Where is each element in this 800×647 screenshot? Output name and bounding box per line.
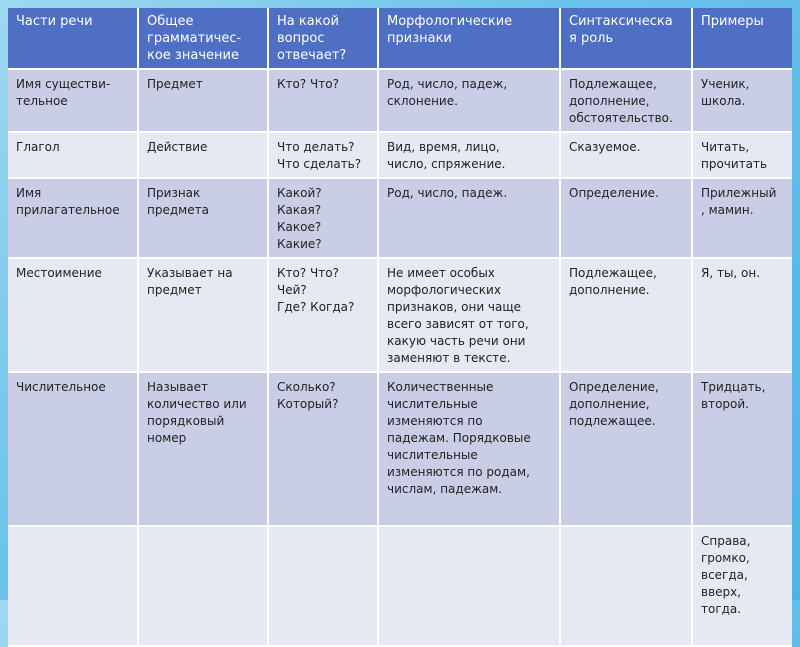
table-cell — [268, 526, 378, 646]
table-cell: Количественные числительные изменяются по падежам. Порядковые числительные изменяются по родам, числам, падежам. — [378, 372, 560, 526]
table-cell: Подлежащее, дополнение, обстоятельство. — [560, 69, 692, 132]
table-cell: Подлежащее, дополнение. — [560, 258, 692, 372]
table-cell: Кто? Что? — [268, 69, 378, 132]
parts-of-speech-table — [8, 8, 792, 647]
table-cell: Предмет — [138, 69, 268, 132]
table-cell: Числительное — [8, 372, 138, 526]
table-frame — [8, 8, 792, 616]
table-row — [8, 258, 792, 372]
table-cell: Род, число, падеж. — [378, 178, 560, 258]
table-cell — [378, 526, 560, 646]
header-question: На какой вопрос отвечает? — [268, 8, 378, 69]
table-cell: Сказуемое. — [560, 132, 692, 178]
table-cell: Тридцать, второй. — [692, 372, 792, 526]
table-cell: Действие — [138, 132, 268, 178]
table-cell: Я, ты, он. — [692, 258, 792, 372]
header-examples: Примеры — [692, 8, 792, 69]
table-cell — [138, 526, 268, 646]
table-cell: Что делать? Что сделать? — [268, 132, 378, 178]
table-cell: Какой? Какая? Какое? Какие? — [268, 178, 378, 258]
table-row — [8, 69, 792, 132]
table-cell: Вид, время, лицо, число, спряжение. — [378, 132, 560, 178]
table-cell: Прилежный , мамин. — [692, 178, 792, 258]
header-grammatical-meaning: Общее грамматичес- кое значение — [138, 8, 268, 69]
header-part-of-speech: Части речи — [8, 8, 138, 69]
header-morphological-features: Морфологические признаки — [378, 8, 560, 69]
table-cell — [560, 526, 692, 646]
table-cell: Местоимение — [8, 258, 138, 372]
table-row — [8, 372, 792, 526]
table-cell: Указывает на предмет — [138, 258, 268, 372]
table-row — [8, 526, 792, 646]
table-cell: Кто? Что? Чей? Где? Когда? — [268, 258, 378, 372]
table-cell: Имя существи- тельное — [8, 69, 138, 132]
table-cell: Справа, громко, всегда, вверх, тогда. — [692, 526, 792, 646]
table-cell: Сколько? Который? — [268, 372, 378, 526]
table-cell: Имя прилагательное — [8, 178, 138, 258]
table-cell: Определение. — [560, 178, 692, 258]
table-cell: Род, число, падеж, склонение. — [378, 69, 560, 132]
table-cell: Не имеет особых морфологических признаков, они чаще всего зависят от того, какую часть речи они заменяют в тексте. — [378, 258, 560, 372]
table-cell: Ученик, школа. — [692, 69, 792, 132]
table-cell — [8, 526, 138, 646]
table-row — [8, 178, 792, 258]
table-cell: Называет количество или порядковый номер — [138, 372, 268, 526]
table-cell: Глагол — [8, 132, 138, 178]
table-row — [8, 132, 792, 178]
table-header-row — [8, 8, 792, 69]
table-cell: Определение, дополнение, подлежащее. — [560, 372, 692, 526]
table-cell: Признак предмета — [138, 178, 268, 258]
table-cell: Читать, прочитать — [692, 132, 792, 178]
header-syntactic-role: Синтаксическа я роль — [560, 8, 692, 69]
